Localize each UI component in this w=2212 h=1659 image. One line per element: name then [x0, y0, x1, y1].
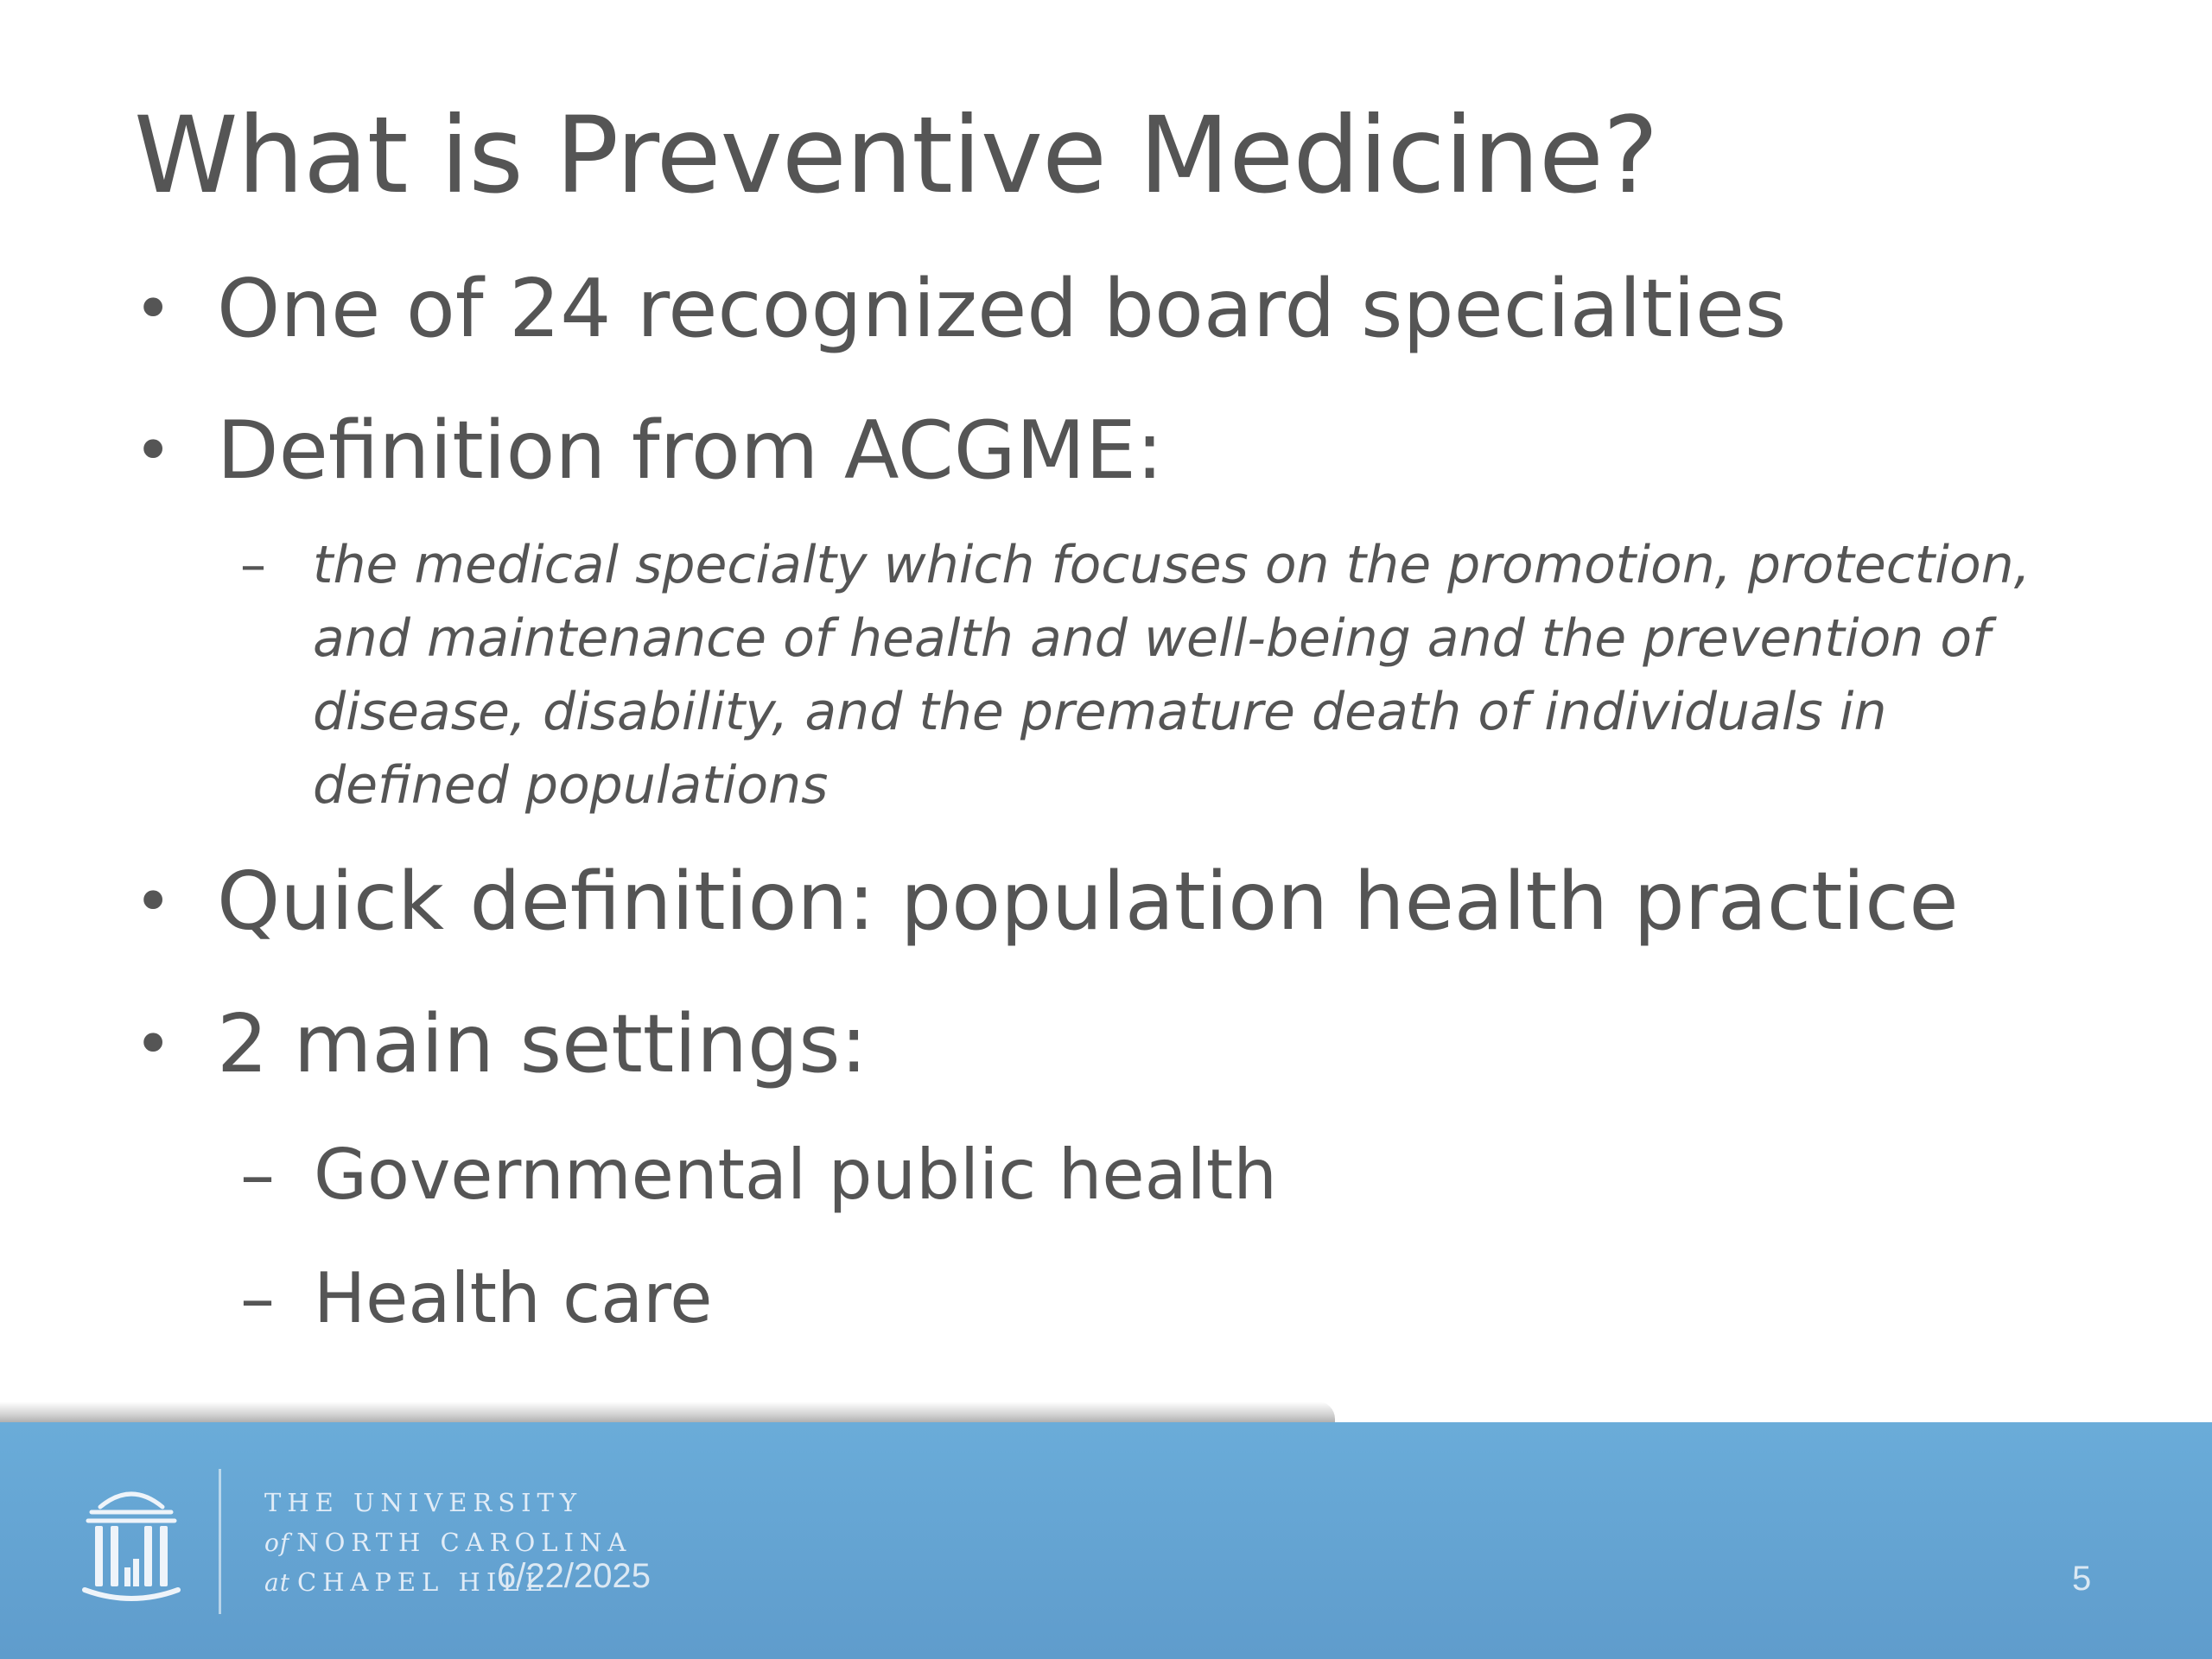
logo-text: THE UNIVERSITY	[264, 1488, 583, 1517]
setting-text: Governmental public health	[314, 1135, 1277, 1215]
logo-text: CHAPEL HILL	[296, 1567, 548, 1597]
bullet-marker: •	[134, 1006, 173, 1082]
old-well-icon	[79, 1478, 183, 1607]
logo-text-prefix: at	[264, 1568, 290, 1597]
bullet-text: One of 24 recognized board specialties	[217, 262, 1787, 355]
setting-marker: –	[240, 1135, 275, 1215]
slide-number: 5	[2072, 1560, 2092, 1598]
definition-marker: –	[240, 535, 266, 595]
footer-shadow	[0, 1402, 1335, 1424]
definition-subitem	[240, 529, 2089, 823]
bullet-text: Quick definition: population health practice	[217, 855, 1959, 948]
bullet-marker: •	[134, 412, 173, 488]
bullet-text: 2 main settings:	[217, 997, 868, 1090]
setting-text: Health care	[314, 1258, 713, 1338]
logo-text-prefix: of	[264, 1529, 290, 1557]
logo-text: NORTH CAROLINA	[296, 1528, 632, 1557]
logo-divider	[219, 1469, 221, 1614]
slide-title: What is Preventive Medicine?	[134, 94, 1658, 217]
slide-date: 6/22/2025	[497, 1557, 651, 1595]
logo-text-line	[264, 1488, 582, 1517]
bullet-marker: •	[134, 863, 173, 939]
bullet-marker: •	[134, 270, 173, 346]
setting-marker: –	[240, 1258, 275, 1338]
bullet-text: Definition from ACGME:	[217, 404, 1164, 497]
definition-text: the medical specialty which focuses on the promotion, protection, and maintenance of health and well-being and the prevention of disease, disability, and the premature death of individuals in defined populations	[313, 535, 2031, 816]
logo-text-line	[264, 1528, 632, 1557]
